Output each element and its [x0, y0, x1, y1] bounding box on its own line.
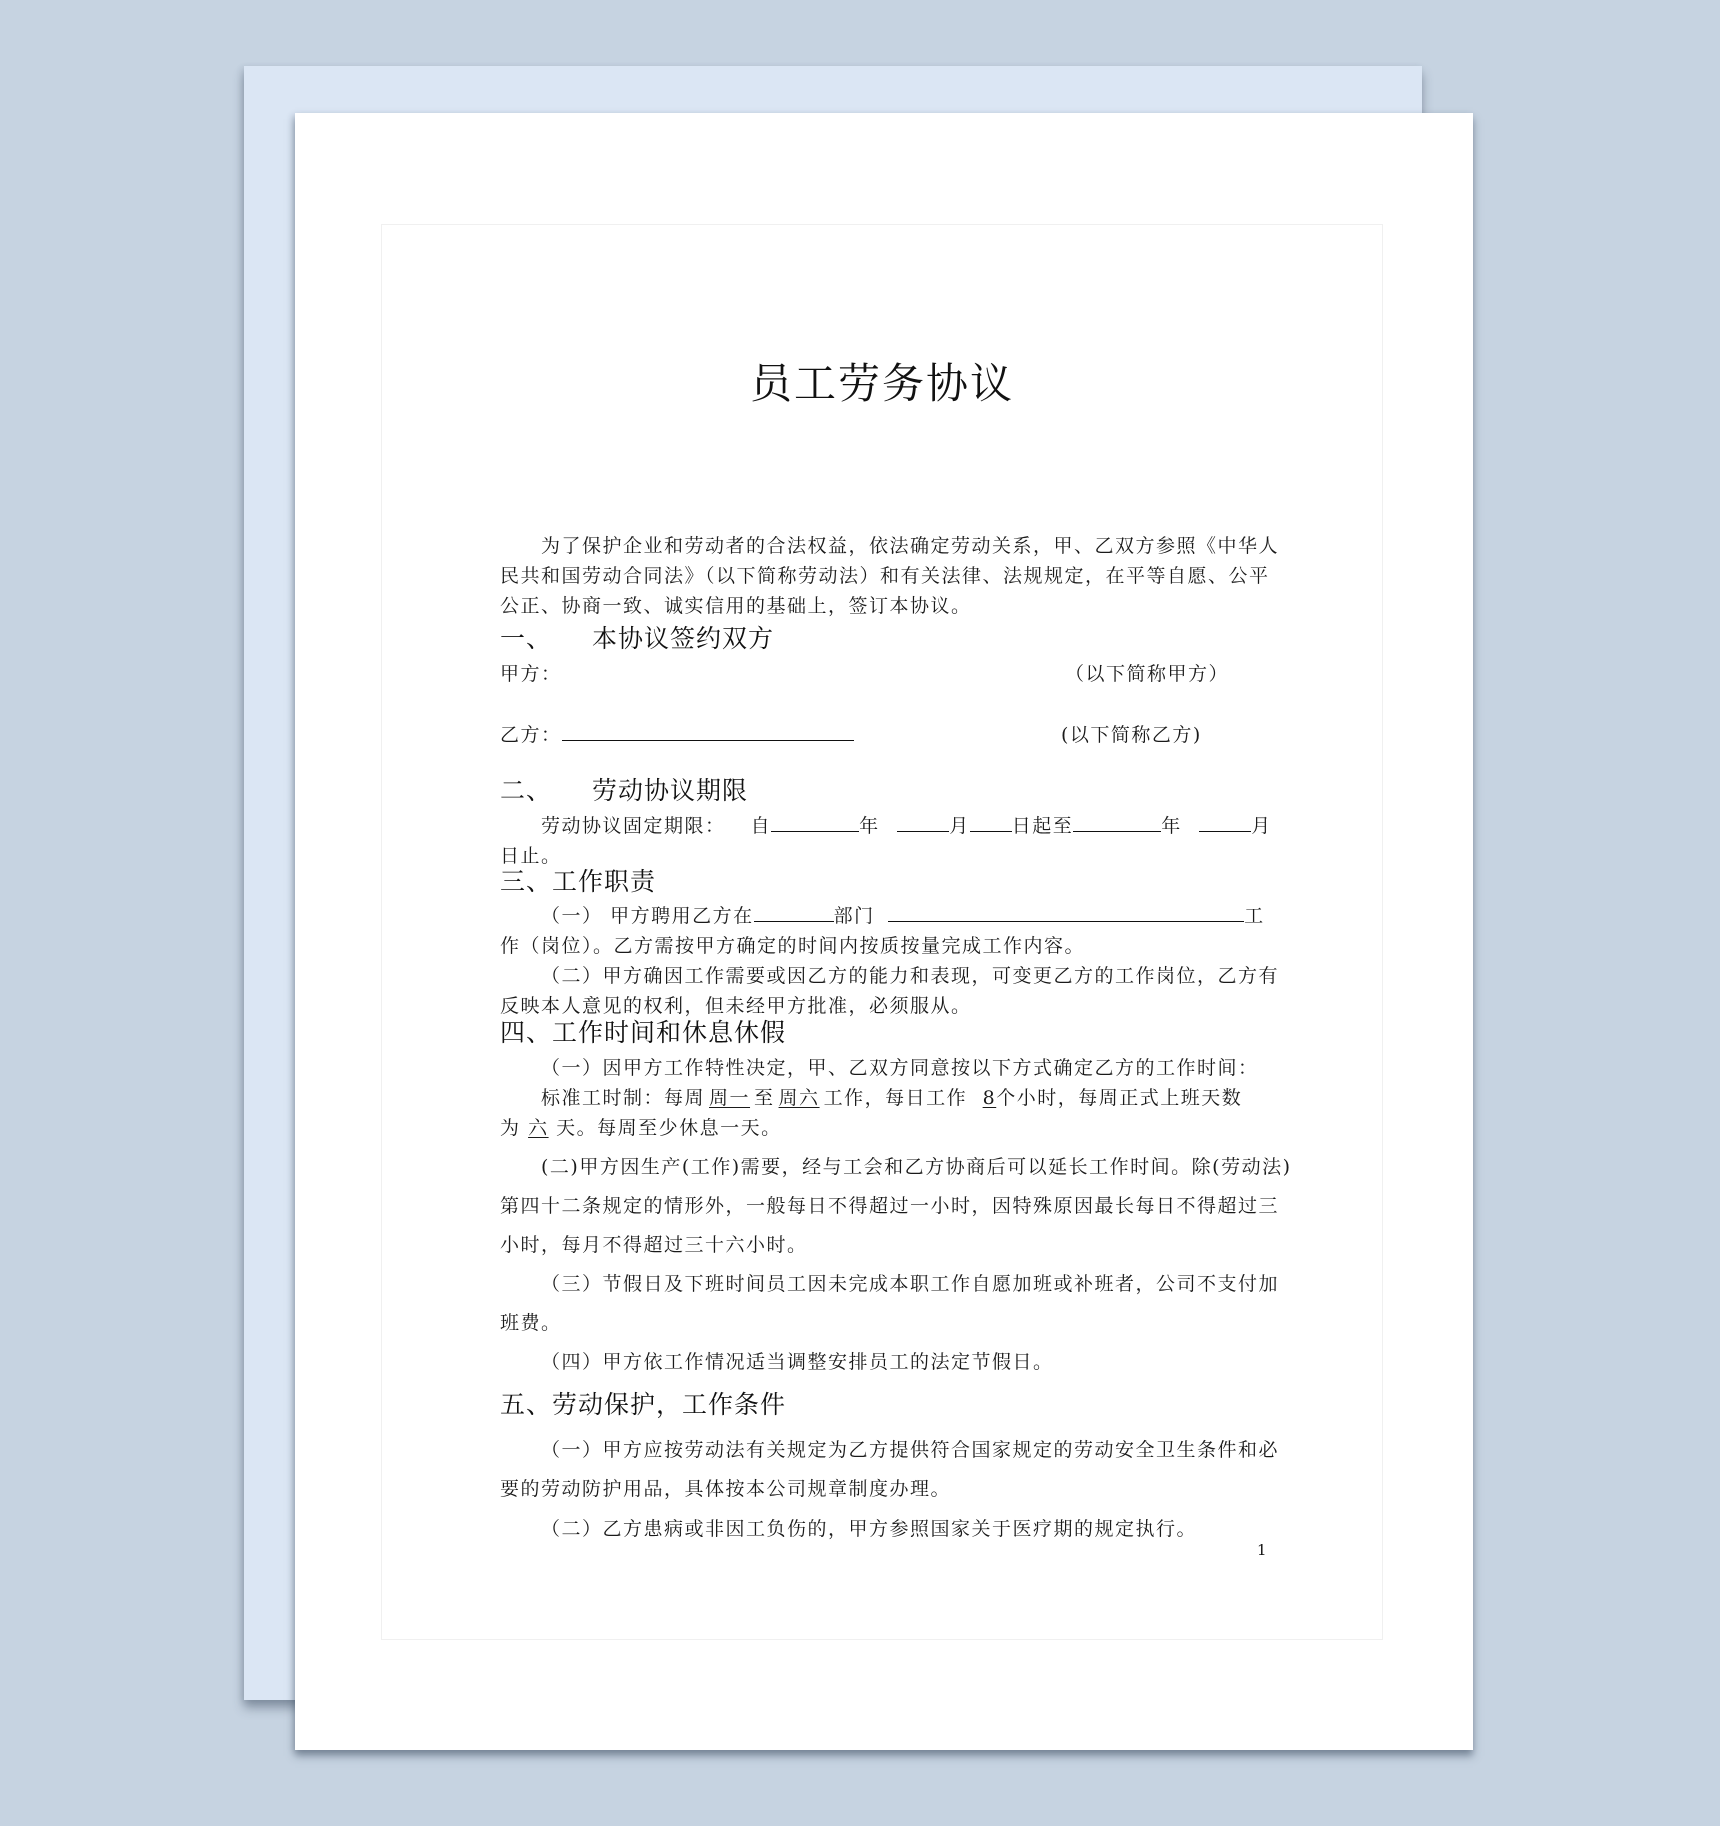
month-label: 月: [949, 815, 970, 837]
page-number: 1: [1257, 1541, 1267, 1559]
section-3-heading: 三、工作职责: [500, 867, 657, 896]
party-b-name-blank[interactable]: [562, 722, 854, 741]
section-1-title: 本协议签约双方: [592, 624, 775, 653]
section-3-item-2-line-2: 反映本人意见的权利，但未经甲方批准，必须服从。: [500, 995, 972, 1017]
party-b-label: 乙方：: [500, 724, 562, 746]
section-3-item-1: [500, 901, 1265, 931]
to-label: 至: [754, 1087, 775, 1109]
section-5-heading: 五、劳动保护，工作条件: [500, 1390, 787, 1419]
std-hours-label: 标准工时制：每周: [541, 1087, 706, 1109]
section-1-number: 一、: [500, 624, 553, 653]
end-month-blank[interactable]: [1199, 813, 1251, 832]
work-to-day[interactable]: 周六: [778, 1087, 820, 1109]
section-5-item-1-line-1: （一）甲方应按劳动法有关规定为乙方提供符合国家规定的劳动安全卫生条件和必: [541, 1439, 1280, 1461]
work-days-row: [500, 1113, 782, 1143]
section-4-heading: 四、工作时间和休息休假: [500, 1018, 787, 1047]
party-b-row: [500, 720, 854, 750]
section-3-item-1-line-2: 作（岗位）。乙方需按甲方确定的时间内按质按量完成工作内容。: [500, 935, 1086, 957]
period-row: [500, 811, 1272, 841]
section-3-item-2-line-1: （二）甲方确因工作需要或因乙方的能力和表现，可变更乙方的工作岗位，乙方有: [541, 965, 1280, 987]
intro-line-1: 为了保护企业和劳动者的合法权益，依法确定劳动关系，甲、乙双方参照《中华人: [541, 535, 1280, 557]
party-a-label: 甲方：: [500, 663, 562, 685]
section-4-item-3-line-1: （三）节假日及下班时间员工因未完成本职工作自愿加班或补班者，公司不支付加: [541, 1273, 1280, 1295]
party-b-note: (以下简称乙方): [1061, 724, 1202, 746]
daily-hours-value[interactable]: 8: [982, 1087, 997, 1109]
year-label: 年: [859, 815, 880, 837]
section-4-item-1: （一）因甲方工作特性决定，甲、乙双方同意按以下方式确定乙方的工作时间：: [541, 1057, 1259, 1079]
department-label: 部门: [833, 905, 875, 927]
work-days-value[interactable]: 六: [528, 1117, 549, 1139]
section-4-item-3-line-2: 班费。: [500, 1312, 562, 1334]
month-label-2: 月: [1251, 815, 1272, 837]
period-from-label: 自: [750, 815, 772, 837]
section-5-item-1-line-2: 要的劳动防护用品，具体按本公司规章制度办理。: [500, 1478, 952, 1500]
section-1-heading: [500, 623, 774, 655]
section-4-item-2-line-3: 小时，每月不得超过三十六小时。: [500, 1234, 808, 1256]
day-from-to-label: 日起至: [1011, 815, 1074, 837]
section-4-item-2-line-2: 第四十二条规定的情形外，一般每日不得超过一小时，因特殊原因最长每日不得超过三: [500, 1195, 1280, 1217]
start-month-blank[interactable]: [897, 813, 949, 832]
intro-line-2: 民共和国劳动合同法》（以下简称劳动法）和有关法律、法规规定，在平等自愿、公平: [500, 565, 1270, 587]
section-4-item-4: （四）甲方依工作情况适当调整安排员工的法定节假日。: [541, 1351, 1054, 1373]
intro-line-3: 公正、协商一致、诚实信用的基础上，签订本协议。: [500, 595, 972, 617]
start-year-blank[interactable]: [771, 813, 859, 832]
section-5-item-2: （二）乙方患病或非因工负伤的，甲方参照国家关于医疗期的规定执行。: [541, 1518, 1198, 1540]
party-a-note: （以下简称甲方）: [1065, 663, 1230, 685]
standard-hours-row: [500, 1083, 1242, 1113]
start-day-blank[interactable]: [970, 813, 1012, 832]
item-1-text: 甲方聘用乙方在: [610, 905, 754, 927]
end-year-blank[interactable]: [1073, 813, 1161, 832]
document-page: [295, 113, 1473, 1750]
year-label-2: 年: [1161, 815, 1182, 837]
department-blank[interactable]: [754, 903, 834, 922]
section-2-title: 劳动协议期限: [592, 776, 749, 805]
section-2-heading: [500, 775, 748, 807]
days-prefix: 为: [500, 1117, 521, 1139]
work-daily-label: 工作，每日工作: [823, 1087, 968, 1109]
section-4-item-2-line-1: (二)甲方因生产(工作)需要，经与工会和乙方协商后可以延长工作时间。除(劳动法): [541, 1156, 1292, 1178]
work-from-day[interactable]: 周一: [709, 1087, 751, 1109]
document-title: 员工劳务协议: [749, 359, 1014, 408]
position-blank[interactable]: [888, 903, 1244, 922]
section-2-number: 二、: [500, 776, 553, 805]
hours-suffix: 个小时，每周正式上班天数: [996, 1087, 1243, 1109]
period-end: 日止。: [500, 845, 562, 867]
item-1-prefix: （一）: [541, 905, 603, 927]
item-1-end: 工: [1244, 905, 1265, 927]
period-label: 劳动协议固定期限：: [541, 815, 726, 837]
days-suffix: 天。每周至少休息一天。: [556, 1117, 782, 1139]
